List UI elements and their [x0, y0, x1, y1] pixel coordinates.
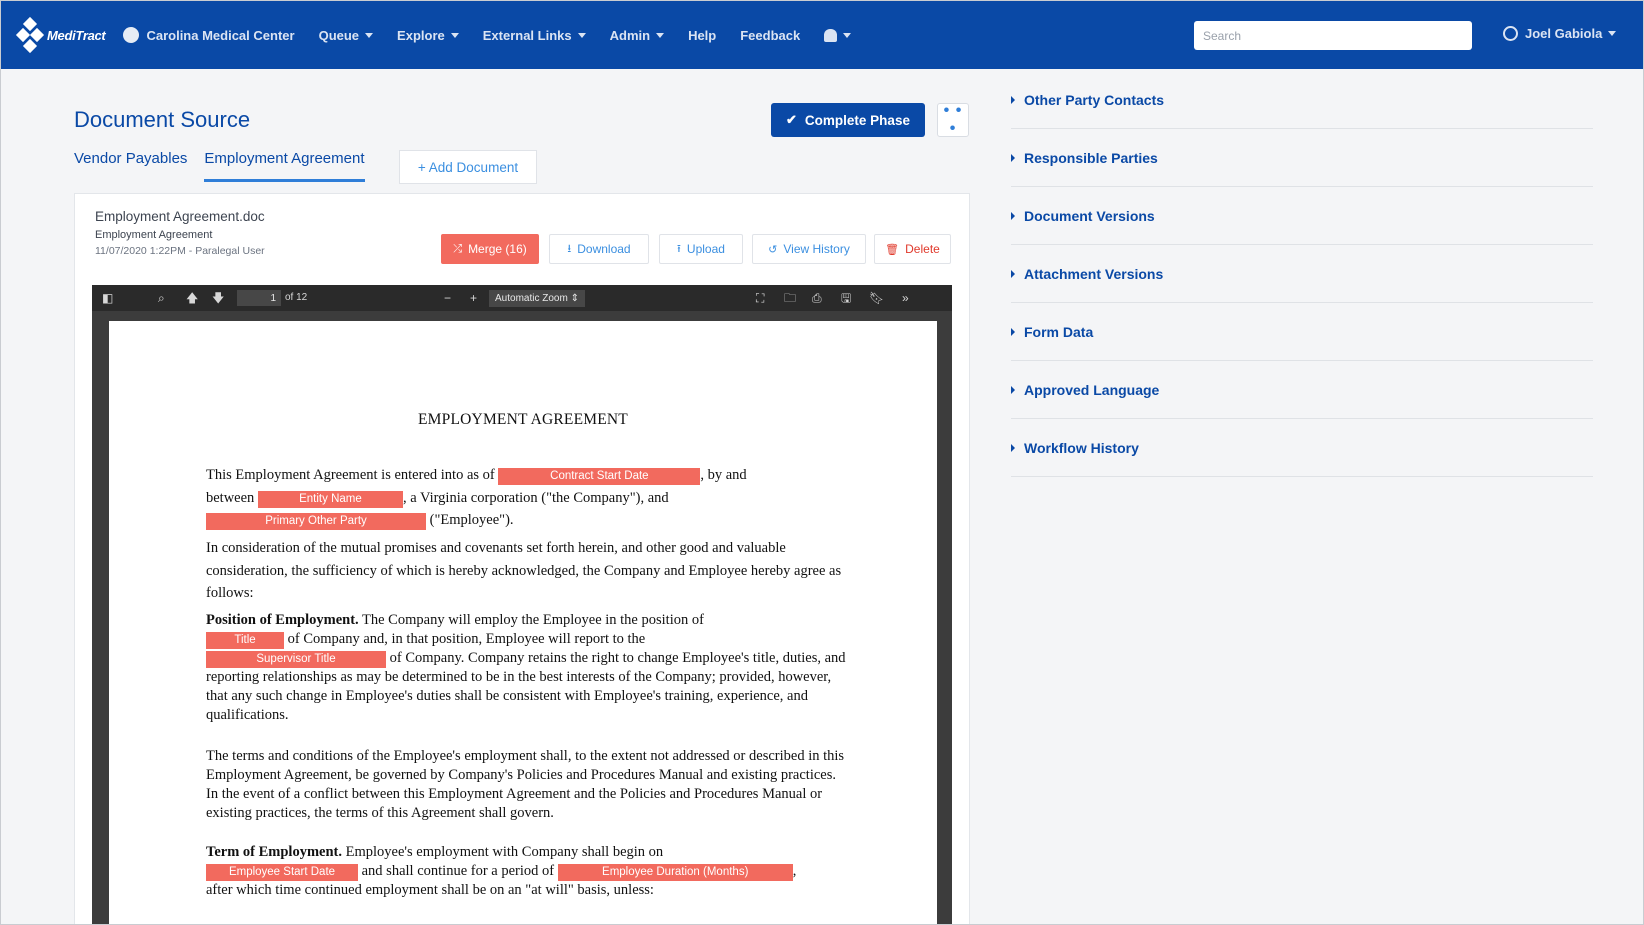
- nav-queue[interactable]: [319, 28, 373, 43]
- delete-button[interactable]: [874, 234, 951, 264]
- merge-field-employee-duration[interactable]: Employee Duration (Months): [558, 864, 793, 881]
- accordion-label: Attachment Versions: [1024, 265, 1164, 282]
- document-meta: 11/07/2020 1:22PM - Paralegal User: [95, 245, 265, 257]
- accordion-label: Form Data: [1024, 323, 1094, 340]
- accordion-label: Approved Language: [1024, 381, 1160, 398]
- nav-external-links-label: External Links: [482, 27, 572, 43]
- bookmark-icon[interactable]: 🔖︎: [869, 291, 885, 305]
- accordion-workflow-history[interactable]: [1011, 419, 1593, 477]
- accordion-label: Workflow History: [1024, 439, 1139, 456]
- nav-admin[interactable]: [610, 28, 664, 43]
- logo[interactable]: [15, 17, 105, 53]
- details-accordion: [1011, 71, 1593, 477]
- user-menu[interactable]: [1503, 26, 1616, 41]
- bell-icon: [824, 29, 837, 42]
- next-page-icon[interactable]: 🡇: [212, 291, 225, 305]
- caret-right-icon: [1011, 386, 1015, 394]
- save-icon[interactable]: 🖫: [841, 291, 852, 305]
- accordion-other-party-contacts[interactable]: [1011, 71, 1593, 129]
- zoom-out-icon[interactable]: −: [444, 291, 452, 305]
- accordion-responsible-parties[interactable]: [1011, 129, 1593, 187]
- zoom-select-value: Automatic Zoom: [495, 293, 568, 304]
- nav-external-links[interactable]: [483, 28, 586, 43]
- caret-right-icon: [1011, 328, 1015, 336]
- organization-selector[interactable]: [123, 27, 294, 43]
- nav-help[interactable]: [688, 28, 716, 43]
- merge-button[interactable]: [441, 234, 539, 264]
- chevron-down-icon: [365, 33, 373, 38]
- pdf-text: and shall continue for a period of: [358, 863, 555, 879]
- document-type: Employment Agreement: [95, 229, 213, 241]
- nav-feedback[interactable]: [740, 28, 800, 43]
- zoom-in-icon[interactable]: +: [470, 291, 478, 305]
- accordion-form-data[interactable]: [1011, 303, 1593, 361]
- pdf-heading: Term of Employment.: [206, 844, 342, 860]
- accordion-approved-language[interactable]: [1011, 361, 1593, 419]
- trash-icon: 🗑: [885, 243, 900, 256]
- nav-queue-label: Queue: [318, 27, 360, 43]
- download-icon: ⭳: [567, 242, 572, 255]
- pdf-text: This Employment Agreement is entered into as of: [206, 467, 495, 483]
- user-name: Joel Gabiola: [1525, 26, 1603, 41]
- shuffle-icon: ⤮: [453, 242, 463, 255]
- logo-text: MediTract: [47, 27, 106, 43]
- tab-employment-agreement[interactable]: Employment Agreement: [204, 150, 364, 182]
- upload-icon: ⭱: [677, 242, 681, 255]
- caret-right-icon: [1011, 96, 1015, 104]
- document-file-name: Employment Agreement.doc: [95, 209, 265, 224]
- add-document-button[interactable]: + Add Document: [399, 150, 537, 184]
- pdf-text: of Company and, in that position, Employee will report to the: [284, 631, 646, 647]
- chevron-down-icon: [1608, 31, 1616, 36]
- complete-phase-button[interactable]: [771, 103, 925, 137]
- caret-right-icon: [1011, 212, 1015, 220]
- caret-right-icon: [1011, 154, 1015, 162]
- pdf-paragraph-consideration: In consideration of the mutual promises and covenants set forth herein, and other good and valuable consideration, the sufficiency of which is hereby acknowledged, the Company and Employee hereby agree as follows:: [206, 540, 842, 601]
- check-icon: ✔: [786, 112, 797, 127]
- pdf-document-title: EMPLOYMENT AGREEMENT: [418, 411, 628, 428]
- chevron-down-icon: [451, 33, 459, 38]
- pdf-paragraph-term: [206, 843, 846, 900]
- zoom-select[interactable]: [489, 290, 585, 307]
- pdf-toolbar: [92, 285, 952, 311]
- merge-field-title[interactable]: Title: [206, 632, 284, 649]
- previous-page-icon[interactable]: 🡅: [186, 291, 199, 305]
- chevron-down-icon: [656, 33, 664, 38]
- notifications-button[interactable]: [824, 29, 851, 42]
- open-file-icon[interactable]: 🗀: [784, 291, 797, 305]
- caret-right-icon: [1011, 444, 1015, 452]
- user-avatar-icon: [1503, 26, 1518, 41]
- more-options-button[interactable]: • • •: [937, 103, 969, 137]
- search-icon[interactable]: ⌕: [158, 291, 165, 305]
- top-navbar: [1, 1, 1644, 69]
- caret-right-icon: [1011, 270, 1015, 278]
- pdf-text: The Company will employ the Employee in the position of: [358, 612, 704, 628]
- pdf-paragraph-policies: The terms and conditions of the Employee's employment shall, to the extent not addressed or described in this Employment Agreement, be governed by Company's Policies and Procedures Manual and existing practices. In the event of a conflict between this Employment Agreement and the Policies and Procedures Manual or existing practices, the terms of this Agreement shall govern.: [206, 748, 845, 821]
- select-arrows-icon: ⇕: [570, 293, 579, 304]
- organization-name: Carolina Medical Center: [146, 27, 295, 43]
- pdf-text: Employee's employment with Company shall begin on: [342, 844, 664, 860]
- pdf-heading: Position of Employment.: [206, 612, 359, 628]
- sidebar-toggle-icon[interactable]: ◧: [102, 291, 114, 305]
- upload-label: Upload: [686, 242, 725, 256]
- nav-explore-label: Explore: [397, 27, 445, 43]
- pdf-text: ("Employee").: [429, 512, 514, 528]
- page-count: of 12: [285, 292, 308, 303]
- complete-phase-label: Complete Phase: [804, 112, 910, 128]
- delete-label: Delete: [905, 242, 940, 256]
- merge-label: Merge (16): [468, 242, 527, 256]
- tab-vendor-payables[interactable]: Vendor Payables: [74, 150, 188, 167]
- accordion-attachment-versions[interactable]: [1011, 245, 1593, 303]
- pdf-text: between: [206, 489, 255, 506]
- pdf-text: , by and: [700, 467, 747, 483]
- fullscreen-icon[interactable]: ⛶: [756, 291, 765, 305]
- nav-help-label: Help: [688, 27, 717, 43]
- pdf-page: [109, 321, 937, 925]
- view-history-button[interactable]: [752, 234, 866, 264]
- nav-admin-label: Admin: [609, 27, 651, 43]
- merge-field-employee-start-date[interactable]: Employee Start Date: [206, 864, 358, 881]
- pdf-paragraph-position: [206, 611, 846, 725]
- merge-field-contract-start-date[interactable]: Contract Start Date: [498, 468, 700, 485]
- pdf-text: ,: [792, 863, 797, 879]
- chevron-down-icon: [578, 33, 586, 38]
- view-history-label: View History: [783, 242, 850, 256]
- page-number-input[interactable]: [237, 290, 281, 306]
- pdf-text: after which time continued employment shall be on an "at will" basis, unless:: [206, 882, 654, 898]
- accordion-label: Responsible Parties: [1024, 149, 1158, 166]
- nav-feedback-label: Feedback: [740, 27, 801, 43]
- accordion-document-versions[interactable]: [1011, 187, 1593, 245]
- pdf-paragraph-parties: [206, 464, 846, 532]
- organization-icon: [123, 27, 139, 43]
- page-title: Document Source: [74, 107, 251, 132]
- history-icon: ↺: [768, 243, 778, 256]
- upload-button[interactable]: [659, 234, 743, 264]
- accordion-label: Document Versions: [1024, 207, 1155, 224]
- pdf-text: of Company. Company retains the right to change Employee's title, duties, and reporting relationships as may be determined to be in the best interests of the Company; provided, however, that any such change in Employee's duties shall be consistent with Employee's training, experience, and qualifications.: [206, 650, 846, 723]
- search-input[interactable]: [1194, 21, 1472, 50]
- download-button[interactable]: [549, 234, 649, 264]
- document-panel: [74, 193, 970, 925]
- logo-mark-icon: [15, 17, 45, 53]
- chevron-down-icon: [843, 33, 851, 38]
- download-label: Download: [577, 242, 631, 256]
- merge-field-supervisor-title[interactable]: Supervisor Title: [206, 651, 386, 668]
- print-icon[interactable]: ⎙: [812, 291, 822, 305]
- nav-explore[interactable]: [397, 28, 459, 43]
- merge-field-entity-name[interactable]: Entity Name: [258, 491, 403, 508]
- accordion-label: Other Party Contacts: [1024, 91, 1165, 108]
- pdf-viewer: [92, 285, 952, 925]
- pdf-text: , a Virginia corporation ("the Company"), and: [402, 489, 669, 506]
- document-tabs: [74, 150, 382, 182]
- tools-menu-icon[interactable]: »: [902, 291, 909, 305]
- merge-field-primary-other-party[interactable]: Primary Other Party: [206, 513, 426, 530]
